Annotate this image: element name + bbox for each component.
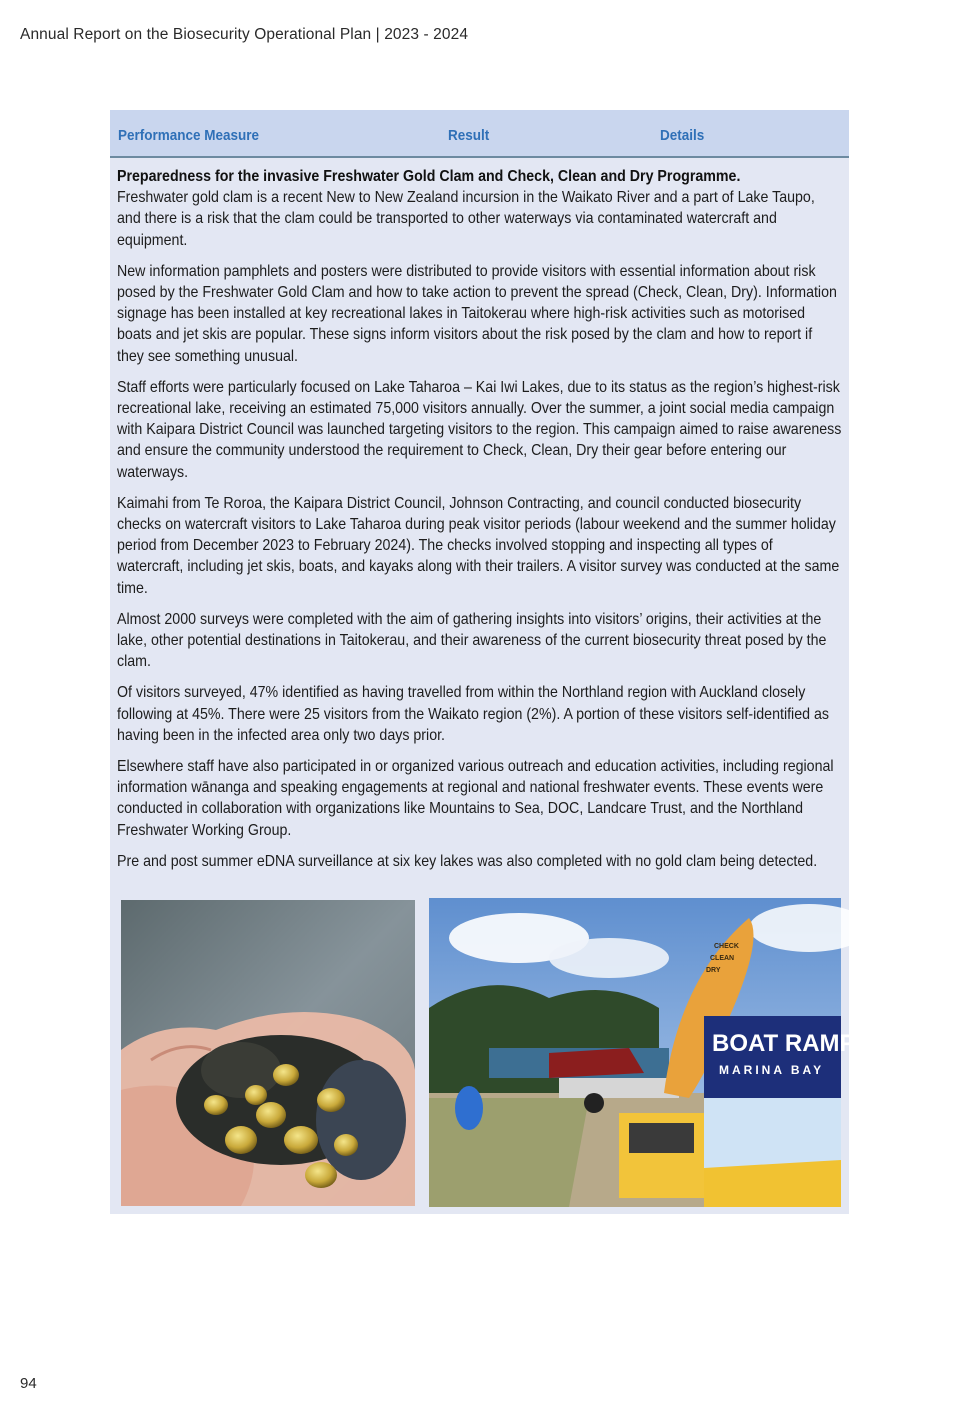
gold-clams-illustration — [121, 900, 415, 1206]
table-header-row — [110, 110, 849, 158]
body-paragraph: Of visitors surveyed, 47% identified as having travelled from within the Northland region with Auckland closely following at 45%. There were 25 visitors from the Waikato region (2%). A portion of these visitors self-identified as having been in the infected area only two days prior. — [117, 684, 829, 744]
body-paragraph: Freshwater gold clam is a recent New to New Zealand incursion in the Waikato River and a part of Lake Taupo, and there is a risk that the clam could be transported to other waterways via contaminated watercraft and equipment. — [117, 189, 815, 249]
table-cell-body — [117, 166, 842, 882]
body-paragraph: Elsewhere staff have also participated in or organized various outreach and education activities, including regional information wānanga and speaking engagements at regional and national freshwater events. These events were conducted in collaboration with organizations like Mountains to Sea, DOC, Landcare Trust, and the Northland Freshwater Working Group. — [117, 758, 834, 839]
column-header-performance-measure: Performance Measure — [118, 127, 260, 144]
column-header-result: Result — [448, 127, 490, 144]
page-number: 94 — [20, 1375, 37, 1392]
flag-text-clean: CLEAN — [710, 955, 735, 962]
flag-text-check: CHECK — [714, 943, 739, 950]
running-header: Annual Report on the Biosecurity Operational Plan | 2023 - 2024 — [20, 26, 469, 43]
body-paragraph: Kaimahi from Te Roroa, the Kaipara District Council, Johnson Contracting, and council conducted biosecurity checks on watercraft visitors to Lake Taharoa during peak visitor periods (labour weekend and the summer holiday period from December 2023 to February 2024). The checks involved stopping and inspecting all types of watercraft, including jet skis, boats, and kayaks along with their trailers. A visitor survey was conducted at the same time. — [117, 494, 840, 597]
measure-heading: Preparedness for the invasive Freshwater Gold Clam and Check, Clean and Dry Programme. — [117, 168, 741, 185]
boat-ramp-illustration — [429, 898, 856, 1207]
photo-boat-ramp-signage — [429, 898, 856, 1207]
sign-subtitle: MARINA BAY — [719, 1063, 825, 1077]
performance-table — [110, 110, 856, 1214]
body-paragraph: New information pamphlets and posters were distributed to provide visitors with essential information about risk posed by the Freshwater Gold Clam and how to take action to prevent the spread (Check, Clean, Dry). Information signage has been installed at key recreational lakes in Taitokerau where high-risk activities such as motorised boats and jet skis are popular. These signs inform visitors about the risk posed by the clam and how to report if they see something unusual. — [117, 262, 837, 365]
photo-gold-clams-in-hand — [121, 900, 415, 1206]
column-header-details: Details — [660, 127, 705, 144]
body-paragraph: Staff efforts were particularly focused on Lake Taharoa – Kai Iwi Lakes, due to its status as the region’s highest-risk recreational lake, receiving an estimated 75,000 visitors annually. Over the summer, a joint social media campaign with Kaipara District Council was launched targeting visitors to the region. This campaign aimed to raise awareness and ensure the community understood the requirement to Check, Clean, Dry their gear before entering our waterways. — [117, 378, 842, 481]
body-paragraph: Almost 2000 surveys were completed with the aim of gathering insights into visitors’ origins, their activities at the lake, other potential destinations in Taitokerau, and their awareness of the current biosecurity threat posed by the clam. — [117, 610, 827, 671]
sign-title: BOAT RAMP — [712, 1030, 856, 1057]
flag-text-dry: DRY — [706, 967, 721, 974]
body-paragraph: Pre and post summer eDNA surveillance at six key lakes was also completed with no gold clam being detected. — [117, 852, 818, 870]
